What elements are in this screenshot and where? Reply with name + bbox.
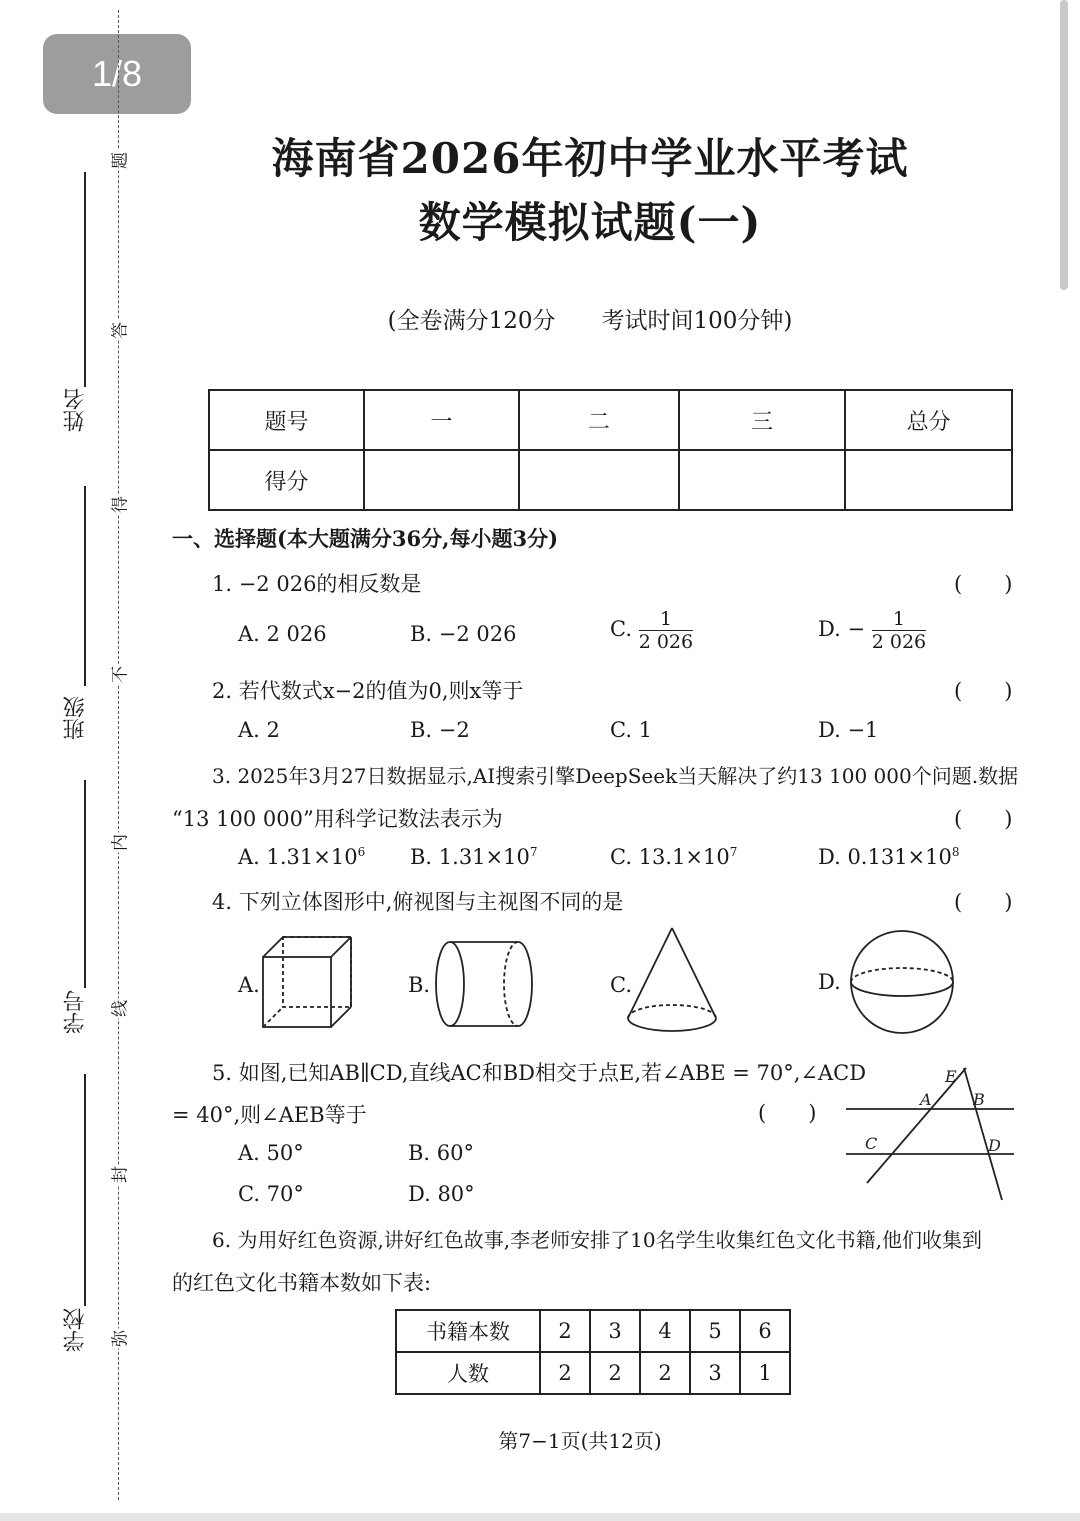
class-field-line[interactable] <box>84 486 86 686</box>
q2-answer-paren[interactable]: ( ) <box>954 679 1013 703</box>
books-count-cell: 6 <box>740 1310 790 1352</box>
parallel-lines-figure <box>840 1060 1020 1205</box>
student-id-field-line[interactable] <box>84 780 86 988</box>
student-id-label: 学号 <box>63 990 88 1034</box>
score-header: 二 <box>519 390 679 450</box>
point-label-a: A <box>920 1090 932 1109</box>
seal-char: 弥 <box>106 1329 131 1349</box>
q3-option-a-exponent: 6 <box>357 845 366 859</box>
q1-option-a: A. 2 026 <box>238 622 327 646</box>
q1-option-d-label: D. − <box>818 617 866 641</box>
score-header: 题号 <box>209 390 364 450</box>
people-count-cell: 2 <box>540 1352 590 1394</box>
point-label-d: D <box>988 1136 1001 1155</box>
bottom-edge <box>0 1513 1080 1521</box>
point-label-c: C <box>865 1134 878 1153</box>
fraction-denominator: 2 026 <box>871 631 927 653</box>
score-header: 总分 <box>845 390 1012 450</box>
score-table <box>208 389 1013 511</box>
people-row-label: 人数 <box>396 1352 540 1394</box>
books-count-cell: 5 <box>690 1310 740 1352</box>
score-header: 一 <box>364 390 519 450</box>
seal-char: 得 <box>106 495 131 515</box>
exam-subject-title: 数学模拟试题(一) <box>418 198 762 247</box>
q4-answer-paren[interactable]: ( ) <box>954 890 1013 914</box>
q3-option-b-text: B. 1.31×10 <box>410 845 530 869</box>
q1-option-c-label: C. <box>610 617 632 641</box>
point-label-b: B <box>973 1090 985 1109</box>
books-count-cell: 3 <box>590 1310 640 1352</box>
seal-char: 答 <box>106 321 131 341</box>
exam-info: (全卷满分120分 考试时间100分钟) <box>387 308 793 334</box>
q3-stem-line1: 3. 2025年3月27日数据显示,AI搜索引擎DeepSeek当天解决了约13 100 000个问题.数据 <box>212 764 1019 788</box>
fraction-denominator: 2 026 <box>638 631 694 653</box>
section-heading: 一、选择题(本大题满分36分,每小题3分) <box>172 526 559 551</box>
q1-answer-paren[interactable]: ( ) <box>954 572 1013 596</box>
q1-stem: 1. −2 026的相反数是 <box>212 572 422 596</box>
q1-option-d <box>818 608 926 653</box>
sphere-figure <box>846 928 958 1036</box>
page-footer: 第7−1页(共12页) <box>498 1429 662 1453</box>
seal-char: 内 <box>106 833 131 853</box>
score-header: 三 <box>679 390 846 450</box>
q4-option-c: C. <box>610 973 632 997</box>
q6-stem-line2: 的红色文化书籍本数如下表: <box>172 1271 432 1295</box>
cube-figure <box>258 932 356 1032</box>
people-count-cell: 3 <box>690 1352 740 1394</box>
books-count-cell: 4 <box>640 1310 690 1352</box>
q1-option-d-fraction <box>872 608 926 653</box>
q2-option-d: D. −1 <box>818 718 879 742</box>
point-label-e: E <box>945 1067 957 1086</box>
q5-answer-paren[interactable]: ( ) <box>758 1101 817 1125</box>
q6-stem-line1: 6. 为用好红色资源,讲好红色故事,李老师安排了10名学生收集红色文化书籍,他们收集到 <box>212 1228 982 1252</box>
q3-option-c <box>610 845 737 869</box>
score-cell[interactable] <box>364 450 519 510</box>
people-count-cell: 1 <box>740 1352 790 1394</box>
q5-option-b: B. 60° <box>408 1141 475 1165</box>
q3-option-d-exponent: 8 <box>951 845 960 859</box>
fraction-numerator: 1 <box>639 608 693 631</box>
score-cell[interactable] <box>679 450 846 510</box>
class-label: 班级 <box>63 696 88 740</box>
q3-option-b-exponent: 7 <box>529 845 538 859</box>
score-cell[interactable] <box>845 450 1012 510</box>
q3-option-a-text: A. 1.31×10 <box>238 845 358 869</box>
q4-option-a: A. <box>238 973 260 997</box>
q4-option-d: D. <box>818 970 841 994</box>
seal-char: 封 <box>106 1165 131 1185</box>
q5-option-a: A. 50° <box>238 1141 304 1165</box>
cylinder-figure <box>432 938 544 1030</box>
q3-option-c-exponent: 7 <box>729 845 738 859</box>
q3-answer-paren[interactable]: ( ) <box>954 807 1013 831</box>
score-row-label: 得分 <box>209 450 364 510</box>
q1-option-c-fraction <box>639 608 693 653</box>
seal-char: 题 <box>106 151 131 171</box>
school-field-line[interactable] <box>84 1074 86 1306</box>
q3-option-b <box>410 845 538 869</box>
score-cell[interactable] <box>519 450 679 510</box>
q3-option-c-text: C. 13.1×10 <box>610 845 730 869</box>
seal-char: 不 <box>106 665 131 685</box>
q5-option-c: C. 70° <box>238 1182 304 1206</box>
exam-title: 海南省2026年初中学业水平考试 <box>271 134 909 183</box>
q5-stem-line1: 5. 如图,已知AB∥CD,直线AC和BD相交于点E,若∠ABE = 70°,∠ACD <box>212 1061 867 1085</box>
q5-stem-line2: = 40°,则∠AEB等于 <box>172 1103 367 1127</box>
q5-option-d: D. 80° <box>408 1182 475 1206</box>
q2-stem: 2. 若代数式x−2的值为0,则x等于 <box>212 679 524 703</box>
q2-option-a: A. 2 <box>238 718 280 742</box>
people-count-cell: 2 <box>590 1352 640 1394</box>
q3-option-d <box>818 845 960 869</box>
name-label: 姓名 <box>63 388 88 432</box>
books-table <box>395 1309 791 1395</box>
q2-option-b: B. −2 <box>410 718 470 742</box>
books-table-header: 书籍本数 <box>396 1310 540 1352</box>
books-count-cell: 2 <box>540 1310 590 1352</box>
q3-option-d-text: D. 0.131×10 <box>818 845 952 869</box>
fraction-numerator: 1 <box>872 608 926 631</box>
people-count-cell: 2 <box>640 1352 690 1394</box>
q4-stem: 4. 下列立体图形中,俯视图与主视图不同的是 <box>212 890 624 914</box>
q1-option-c <box>610 608 693 653</box>
q1-option-b: B. −2 026 <box>410 622 517 646</box>
page-indicator: 1/8 <box>43 34 191 114</box>
school-label: 学校 <box>63 1308 88 1352</box>
q2-option-c: C. 1 <box>610 718 653 742</box>
cone-figure <box>622 924 722 1036</box>
q4-option-b: B. <box>408 973 431 997</box>
q3-option-a <box>238 845 365 869</box>
q3-stem-line2: “13 100 000”用科学记数法表示为 <box>172 807 503 831</box>
seal-char: 线 <box>106 999 131 1019</box>
